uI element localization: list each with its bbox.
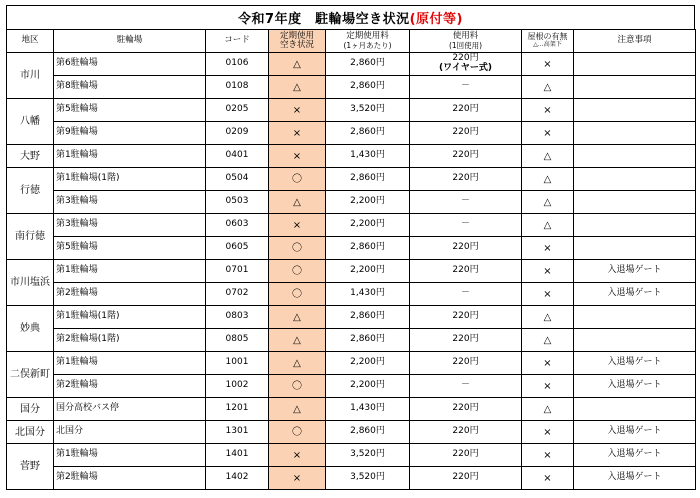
notes-cell [574,168,696,191]
lot-name-cell: 北国分 [54,421,206,444]
availability-table [6,29,696,490]
roof-cell: × [522,237,574,260]
lot-name-cell: 第2駐輪場 [54,283,206,306]
code-cell: 1002 [206,375,269,398]
notes-cell [574,76,696,99]
header-monthly-fee [326,30,410,53]
monthly-fee-cell: 3,520円 [326,99,410,122]
code-cell: 1201 [206,398,269,421]
status-cell: × [269,444,326,467]
lot-name-cell: 第5駐輪場 [54,237,206,260]
header-area: 地区 [7,30,54,53]
single-fee-cell [410,168,522,191]
table-row [7,398,696,421]
header-single-line1: 使用料 [452,31,479,42]
code-cell: 0108 [206,76,269,99]
monthly-fee-cell: 3,520円 [326,444,410,467]
roof-cell: △ [522,145,574,168]
monthly-fee-cell: 1,430円 [326,283,410,306]
single-fee-value: 220円 [452,426,479,437]
lot-name-cell: 第1駐輪場 [54,145,206,168]
area-cell: 妙典 [7,306,54,352]
roof-cell: △ [522,76,574,99]
roof-cell: △ [522,191,574,214]
monthly-fee-cell: 3,520円 [326,467,410,490]
status-cell: 〇 [269,237,326,260]
lot-name-cell: 第3駐輪場 [54,191,206,214]
monthly-fee-cell: 2,860円 [326,329,410,352]
notes-cell [574,122,696,145]
notes-cell [574,145,696,168]
single-fee-cell [410,375,522,398]
notes-cell: 入退場ゲート [574,467,696,490]
notes-cell: 入退場ゲート [574,283,696,306]
roof-cell: × [522,283,574,306]
monthly-fee-cell: 2,860円 [326,53,410,76]
header-roof [522,30,574,53]
status-cell: × [269,145,326,168]
status-cell: 〇 [269,168,326,191]
lot-name-cell: 第1駐輪場 [54,260,206,283]
code-cell: 0603 [206,214,269,237]
roof-cell: △ [522,306,574,329]
single-fee-value: － [460,219,470,230]
code-cell: 1401 [206,444,269,467]
monthly-fee-cell: 2,860円 [326,306,410,329]
header-code: コード [206,30,269,53]
notes-cell: 入退場ゲート [574,444,696,467]
table-row [7,76,696,99]
table-row [7,191,696,214]
notes-cell [574,53,696,76]
page-title [6,5,695,29]
roof-cell: × [522,444,574,467]
notes-cell: 入退場ゲート [574,352,696,375]
header-status-line1: 定期使用 [279,30,314,41]
lot-name-cell: 第8駐輪場 [54,76,206,99]
single-fee-value: 220円 [452,472,479,483]
notes-cell [574,329,696,352]
monthly-fee-cell: 1,430円 [326,145,410,168]
code-cell: 0205 [206,99,269,122]
code-cell: 1001 [206,352,269,375]
code-cell: 0702 [206,283,269,306]
code-cell: 0504 [206,168,269,191]
notes-cell [574,398,696,421]
header-roof-line1: 屋根の有無 [527,32,568,42]
area-cell: 南行徳 [7,214,54,260]
code-cell: 0209 [206,122,269,145]
header-single-line2: (1回使用) [448,40,483,50]
status-cell: △ [269,329,326,352]
lot-name-cell: 第6駐輪場 [54,53,206,76]
roof-cell: △ [522,168,574,191]
roof-cell: × [522,421,574,444]
lot-name-cell: 第2駐輪場 [54,467,206,490]
single-fee-cell [410,99,522,122]
single-fee-cell [410,260,522,283]
title-main: 令和7年度 駐輪場空き状況 [238,12,410,27]
status-cell: △ [269,53,326,76]
header-notes: 注意事項 [574,30,696,53]
table-row [7,421,696,444]
table-row [7,122,696,145]
status-cell: × [269,122,326,145]
status-cell: 〇 [269,283,326,306]
status-cell: 〇 [269,375,326,398]
single-fee-cell [410,191,522,214]
single-fee-cell [410,283,522,306]
availability-sheet [6,5,695,490]
notes-cell: 入退場ゲート [574,260,696,283]
single-fee-cell [410,398,522,421]
monthly-fee-cell: 2,860円 [326,237,410,260]
single-fee-value: 220円 [452,104,479,115]
single-fee-value: － [460,288,470,299]
code-cell: 1301 [206,421,269,444]
single-fee-cell [410,237,522,260]
single-fee-cell [410,214,522,237]
table-row [7,260,696,283]
code-cell: 0701 [206,260,269,283]
notes-cell [574,191,696,214]
single-fee-value: － [460,380,470,391]
roof-cell: △ [522,398,574,421]
notes-cell [574,99,696,122]
single-fee-cell [410,145,522,168]
status-cell: × [269,99,326,122]
single-fee-note: (ワイヤー式) [439,63,492,73]
single-fee-cell [410,76,522,99]
area-cell: 八幡 [7,99,54,145]
area-cell: 大野 [7,145,54,168]
single-fee-cell [410,467,522,490]
single-fee-cell [410,352,522,375]
single-fee-value: － [460,81,470,92]
roof-cell: × [522,260,574,283]
monthly-fee-cell: 2,860円 [326,168,410,191]
status-cell: △ [269,352,326,375]
lot-name-cell: 第1駐輪場 [54,444,206,467]
status-cell: × [269,214,326,237]
lot-name-cell: 第2駐輪場 [54,375,206,398]
area-cell: 菅野 [7,444,54,490]
table-row [7,352,696,375]
roof-cell: × [522,352,574,375]
lot-name-cell: 第2駐輪場(1階) [54,329,206,352]
single-fee-cell [410,53,522,76]
roof-cell: × [522,99,574,122]
status-cell: × [269,467,326,490]
header-lot: 駐輪場 [54,30,206,53]
area-cell: 市川塩浜 [7,260,54,306]
roof-cell: × [522,53,574,76]
single-fee-cell [410,329,522,352]
table-row [7,53,696,76]
table-row [7,306,696,329]
single-fee-cell [410,122,522,145]
code-cell: 0803 [206,306,269,329]
monthly-fee-cell: 2,200円 [326,260,410,283]
header-row [7,30,696,53]
lot-name-cell: 第5駐輪場 [54,99,206,122]
header-single-fee [410,30,522,53]
notes-cell: 入退場ゲート [574,375,696,398]
monthly-fee-cell: 2,200円 [326,375,410,398]
area-cell: 国分 [7,398,54,421]
monthly-fee-cell: 1,430円 [326,398,410,421]
code-cell: 0401 [206,145,269,168]
roof-cell: △ [522,214,574,237]
table-row [7,467,696,490]
single-fee-value: 220円 [452,173,479,184]
notes-cell [574,214,696,237]
table-row [7,145,696,168]
lot-name-cell: 国分高校バス停 [54,398,206,421]
table-row [7,444,696,467]
area-cell: 行徳 [7,168,54,214]
monthly-fee-cell: 2,200円 [326,214,410,237]
status-cell: △ [269,76,326,99]
table-body [7,53,696,490]
notes-cell [574,306,696,329]
header-roof-line2: △…高架下 [533,41,562,49]
monthly-fee-cell: 2,860円 [326,421,410,444]
roof-cell: × [522,467,574,490]
single-fee-value: 220円 [452,334,479,345]
single-fee-value: 220円 [452,242,479,253]
table-row [7,99,696,122]
single-fee-value: 220円 [452,403,479,414]
notes-cell: 入退場ゲート [574,421,696,444]
table-row [7,237,696,260]
lot-name-cell: 第9駐輪場 [54,122,206,145]
roof-cell: × [522,122,574,145]
single-fee-value: 220円 [452,127,479,138]
single-fee-value: 220円 [452,265,479,276]
notes-cell [574,237,696,260]
monthly-fee-cell: 2,860円 [326,76,410,99]
single-fee-cell [410,444,522,467]
code-cell: 0106 [206,53,269,76]
status-cell: △ [269,306,326,329]
table-row [7,375,696,398]
status-cell: △ [269,398,326,421]
single-fee-value: 220円 [452,449,479,460]
header-monthly-line1: 定期使用料 [346,31,389,42]
area-cell: 市川 [7,53,54,99]
header-status-line2: 空き状況 [279,40,314,50]
single-fee-value: 220円 [452,53,479,64]
area-cell: 北国分 [7,421,54,444]
single-fee-cell [410,306,522,329]
single-fee-value: 220円 [452,150,479,161]
code-cell: 1402 [206,467,269,490]
status-cell: △ [269,191,326,214]
area-cell: 二俣新町 [7,352,54,398]
lot-name-cell: 第1駐輪場 [54,352,206,375]
monthly-fee-cell: 2,200円 [326,352,410,375]
status-cell: 〇 [269,260,326,283]
roof-cell: △ [522,329,574,352]
status-cell: 〇 [269,421,326,444]
lot-name-cell: 第3駐輪場 [54,214,206,237]
table-row [7,168,696,191]
monthly-fee-cell: 2,860円 [326,122,410,145]
table-row [7,214,696,237]
single-fee-value: － [460,196,470,207]
table-row [7,329,696,352]
lot-name-cell: 第1駐輪場(1階) [54,168,206,191]
lot-name-cell: 第1駐輪場(1階) [54,306,206,329]
roof-cell: × [522,375,574,398]
header-status [269,30,326,53]
single-fee-value: 220円 [452,311,479,322]
single-fee-cell [410,421,522,444]
single-fee-value: 220円 [452,357,479,368]
title-highlight: (原付等) [409,12,463,27]
code-cell: 0805 [206,329,269,352]
code-cell: 0605 [206,237,269,260]
table-row [7,283,696,306]
code-cell: 0503 [206,191,269,214]
header-monthly-line2: (1ヶ月あたり) [343,40,392,50]
monthly-fee-cell: 2,200円 [326,191,410,214]
